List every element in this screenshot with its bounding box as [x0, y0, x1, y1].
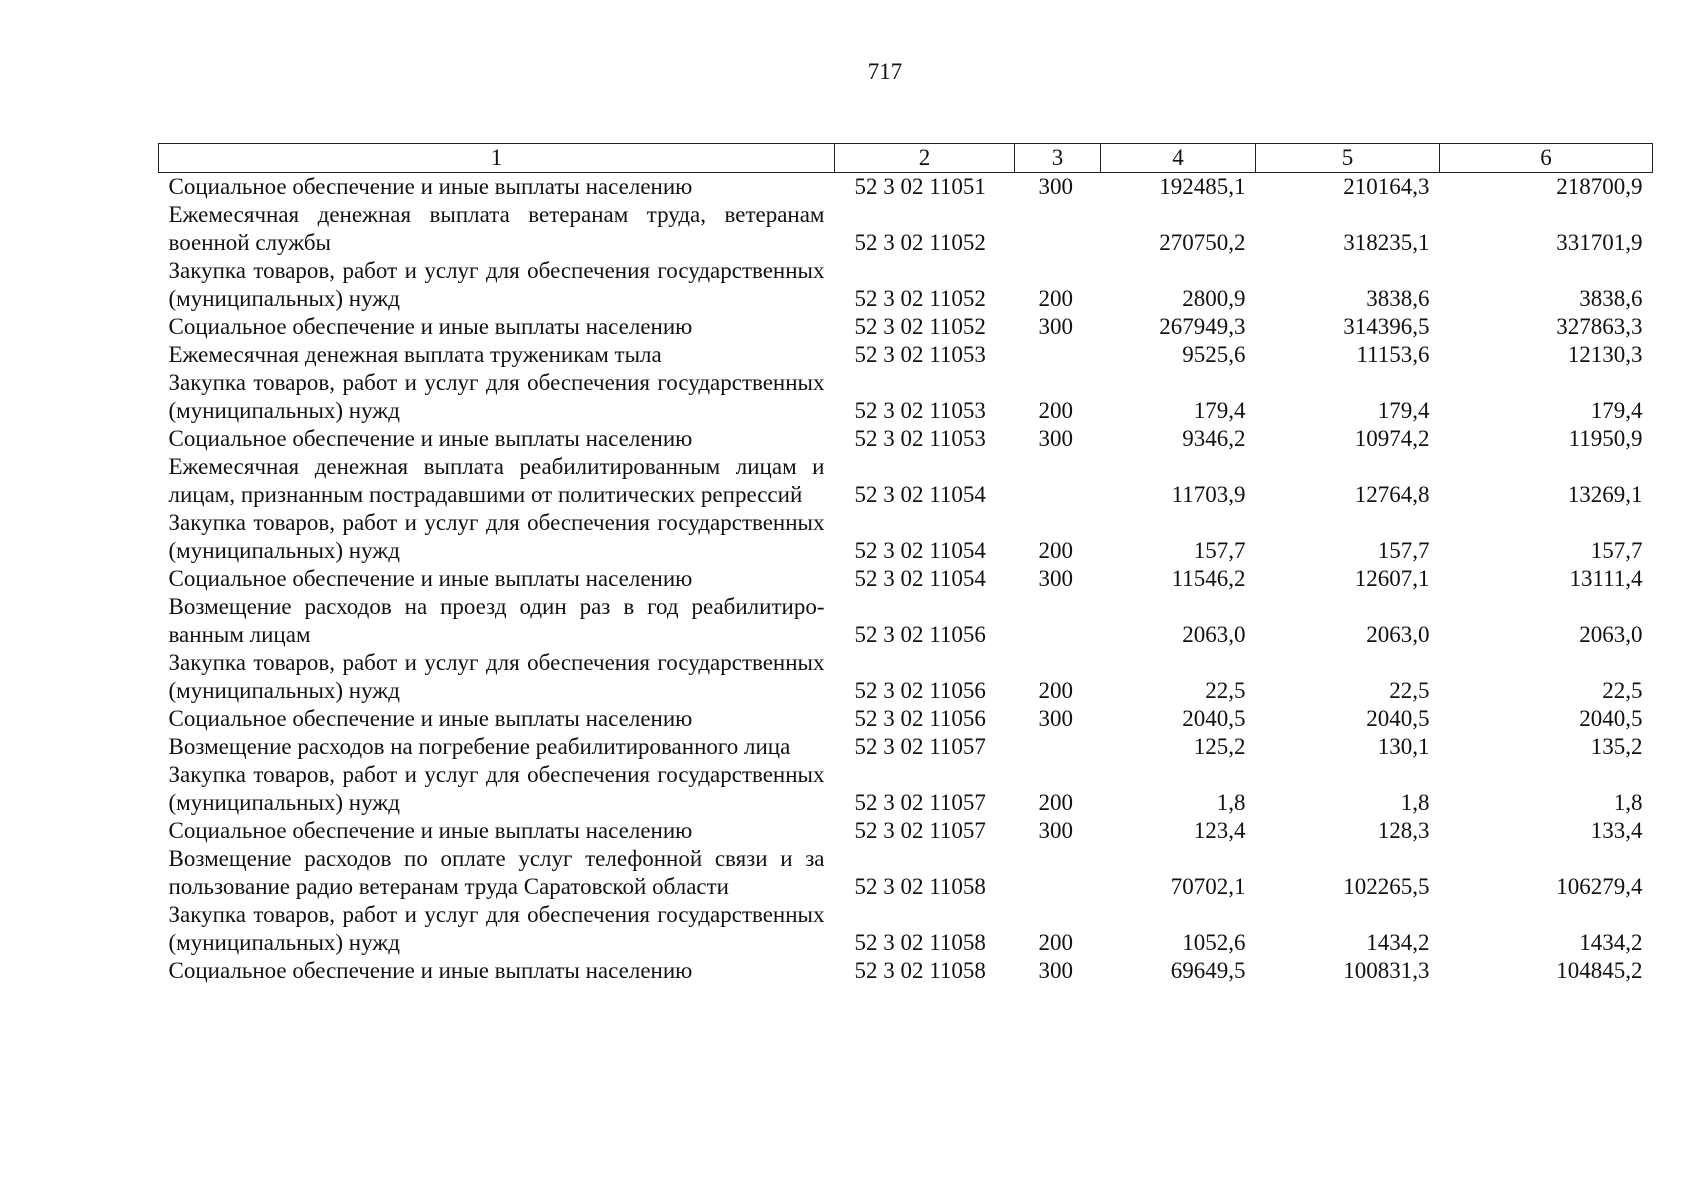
expense-type: [1015, 593, 1101, 649]
item-code: 52 3 02 11052: [854, 230, 986, 255]
amount-col-6: 135,2: [1590, 734, 1643, 759]
item-code: 52 3 02 11054: [854, 566, 986, 591]
amount-col-5: 179,4: [1377, 398, 1430, 423]
expense-type: [1015, 733, 1101, 761]
amount-col-6: 1434,2: [1579, 930, 1643, 955]
amount-col-5: 10974,2: [1354, 426, 1430, 451]
expense-type: 300: [1038, 958, 1073, 983]
item-code: 52 3 02 11056: [854, 678, 986, 703]
expense-type: 200: [1038, 538, 1073, 563]
amount-col-6: 13269,1: [1567, 482, 1643, 507]
expense-type: 300: [1038, 426, 1073, 451]
table-row: [159, 313, 1653, 341]
amount-col-6: 2063,0: [1579, 622, 1643, 647]
column-header: 4: [1101, 144, 1256, 173]
page-number: 717: [867, 59, 903, 84]
expense-type: 200: [1038, 678, 1073, 703]
expense-type: 200: [1038, 286, 1073, 311]
amount-col-6: 13111,4: [1569, 566, 1643, 591]
item-name: Социальное обеспечение и иные выплаты населению: [168, 706, 693, 731]
amount-col-5: 1434,2: [1366, 930, 1430, 955]
table-row: [159, 509, 1653, 565]
item-name: Ежемесячная денежная выплата реабилитированным лицам и лицам, признанным пострадавшими от политических репрессий: [168, 454, 825, 507]
amount-col-6: 11950,9: [1568, 426, 1643, 451]
item-code: 52 3 02 11057: [854, 734, 986, 759]
amount-col-6: 22,5: [1602, 678, 1643, 703]
item-name: Закупка товаров, работ и услуг для обеспечения государственных (муниципальных) нужд: [168, 762, 825, 815]
table-row: [159, 257, 1653, 313]
amount-col-5: 1,8: [1400, 790, 1430, 815]
table-row: [159, 453, 1653, 509]
amount-col-5: 130,1: [1377, 734, 1430, 759]
column-header: 1: [159, 144, 835, 173]
item-name: Социальное обеспечение и иные выплаты населению: [168, 314, 693, 339]
table-row: [159, 901, 1653, 957]
amount-col-6: 179,4: [1590, 398, 1643, 423]
amount-col-5: 100831,3: [1343, 958, 1430, 983]
item-code: 52 3 02 11058: [854, 874, 986, 899]
expense-type: 300: [1038, 566, 1073, 591]
table-row: [159, 705, 1653, 733]
amount-col-4: 157,7: [1193, 538, 1246, 563]
table-row: [159, 201, 1653, 257]
expense-type: 300: [1038, 174, 1073, 199]
item-name: Социальное обеспечение и иные выплаты населению: [168, 426, 693, 451]
amount-col-5: 2040,5: [1366, 706, 1430, 731]
item-code: 52 3 02 11053: [854, 342, 986, 367]
item-code: 52 3 02 11056: [854, 622, 986, 647]
item-name: Социальное обеспечение и иные выплаты населению: [168, 566, 693, 591]
amount-col-6: 331701,9: [1556, 230, 1643, 255]
amount-col-4: 125,2: [1193, 734, 1246, 759]
amount-col-6: 106279,4: [1556, 874, 1643, 899]
table-row: [159, 425, 1653, 453]
expense-type: [1015, 845, 1101, 901]
expense-type: [1015, 341, 1101, 369]
table-row: [159, 173, 1653, 202]
column-header: 6: [1440, 144, 1653, 173]
item-code: 52 3 02 11052: [854, 314, 986, 339]
table-row: [159, 957, 1653, 985]
item-code: 52 3 02 11053: [854, 426, 986, 451]
budget-table: [158, 143, 1653, 985]
expense-type: 300: [1038, 818, 1073, 843]
amount-col-4: 2800,9: [1182, 286, 1246, 311]
expense-type: 200: [1038, 398, 1073, 423]
item-name: Ежемесячная денежная выплата ветеранам труда, ветеранам военной службы: [168, 202, 825, 255]
amount-col-6: 12130,3: [1567, 342, 1643, 367]
table-row: [159, 817, 1653, 845]
expense-type: 200: [1038, 790, 1073, 815]
amount-col-5: 157,7: [1377, 538, 1430, 563]
column-header: 2: [835, 144, 1015, 173]
expense-type: 200: [1038, 930, 1073, 955]
amount-col-6: 327863,3: [1556, 314, 1643, 339]
amount-col-5: 314396,5: [1343, 314, 1430, 339]
amount-col-5: 102265,5: [1343, 874, 1430, 899]
amount-col-4: 192485,1: [1159, 174, 1246, 199]
item-name: Возмещение расходов по оплате услуг телефонной связи и за пользование радио ветеранам труда Саратовской области: [168, 846, 825, 899]
amount-col-4: 179,4: [1193, 398, 1246, 423]
amount-col-4: 270750,2: [1159, 230, 1246, 255]
amount-col-6: 1,8: [1613, 790, 1643, 815]
amount-col-4: 9346,2: [1182, 426, 1246, 451]
amount-col-4: 69649,5: [1170, 958, 1246, 983]
item-name: Социальное обеспечение и иные выплаты населению: [168, 818, 693, 843]
expense-type: 300: [1038, 314, 1073, 339]
amount-col-5: 22,5: [1389, 678, 1430, 703]
table-body: [159, 173, 1653, 986]
amount-col-4: 70702,1: [1170, 874, 1246, 899]
table-row: [159, 733, 1653, 761]
item-name: Закупка товаров, работ и услуг для обеспечения государственных (муниципальных) нужд: [168, 902, 825, 955]
amount-col-5: 11153,6: [1356, 342, 1430, 367]
item-code: 52 3 02 11058: [854, 958, 986, 983]
column-header: 3: [1015, 144, 1101, 173]
amount-col-6: 2040,5: [1579, 706, 1643, 731]
table-row: [159, 593, 1653, 649]
amount-col-4: 1052,6: [1182, 930, 1246, 955]
amount-col-6: 133,4: [1590, 818, 1643, 843]
amount-col-6: 218700,9: [1556, 174, 1643, 199]
amount-col-5: 318235,1: [1343, 230, 1430, 255]
amount-col-5: 12607,1: [1354, 566, 1430, 591]
item-name: Закупка товаров, работ и услуг для обеспечения государственных (муниципальных) нужд: [168, 650, 825, 703]
amount-col-4: 267949,3: [1159, 314, 1246, 339]
expense-type: [1015, 453, 1101, 509]
table-row: [159, 761, 1653, 817]
table-header-row: [159, 144, 1653, 173]
amount-col-5: 210164,3: [1343, 174, 1430, 199]
expense-type: [1015, 201, 1101, 257]
item-code: 52 3 02 11052: [854, 286, 986, 311]
amount-col-4: 1,8: [1216, 790, 1246, 815]
amount-col-5: 12764,8: [1354, 482, 1430, 507]
amount-col-5: 2063,0: [1366, 622, 1430, 647]
item-code: 52 3 02 11058: [854, 930, 986, 955]
item-name: Социальное обеспечение и иные выплаты населению: [168, 958, 693, 983]
item-code: 52 3 02 11054: [854, 538, 986, 563]
item-code: 52 3 02 11057: [854, 818, 986, 843]
item-name: Социальное обеспечение и иные выплаты населению: [168, 174, 693, 199]
item-name: Закупка товаров, работ и услуг для обеспечения государственных (муниципальных) нужд: [168, 370, 825, 423]
table-row: [159, 369, 1653, 425]
amount-col-4: 2040,5: [1182, 706, 1246, 731]
amount-col-5: 128,3: [1377, 818, 1430, 843]
amount-col-4: 9525,6: [1182, 342, 1246, 367]
item-name: Возмещение расходов на погребение реабилитированного лица: [168, 734, 791, 759]
amount-col-5: 3838,6: [1366, 286, 1430, 311]
item-code: 52 3 02 11056: [854, 706, 986, 731]
item-name: Закупка товаров, работ и услуг для обеспечения государственных (муниципальных) нужд: [168, 510, 825, 563]
amount-col-4: 11546,2: [1171, 566, 1246, 591]
item-code: 52 3 02 11054: [854, 482, 986, 507]
column-header: 5: [1256, 144, 1440, 173]
table-row: [159, 565, 1653, 593]
table-row: [159, 341, 1653, 369]
expense-type: 300: [1038, 706, 1073, 731]
amount-col-4: 123,4: [1193, 818, 1246, 843]
item-name: Возмещение расходов на проезд один раз в год реабилитированным лицам: [168, 594, 825, 647]
item-code: 52 3 02 11057: [854, 790, 986, 815]
item-code: 52 3 02 11053: [854, 398, 986, 423]
amount-col-6: 104845,2: [1556, 958, 1643, 983]
item-name: Ежемесячная денежная выплата труженикам тыла: [168, 342, 662, 367]
item-name: Закупка товаров, работ и услуг для обеспечения государственных (муниципальных) нужд: [168, 258, 825, 311]
table-row: [159, 845, 1653, 901]
table-row: [159, 649, 1653, 705]
amount-col-4: 11703,9: [1171, 482, 1246, 507]
amount-col-6: 157,7: [1590, 538, 1643, 563]
amount-col-6: 3838,6: [1579, 286, 1643, 311]
amount-col-4: 2063,0: [1182, 622, 1246, 647]
item-code: 52 3 02 11051: [854, 174, 986, 199]
amount-col-4: 22,5: [1205, 678, 1246, 703]
